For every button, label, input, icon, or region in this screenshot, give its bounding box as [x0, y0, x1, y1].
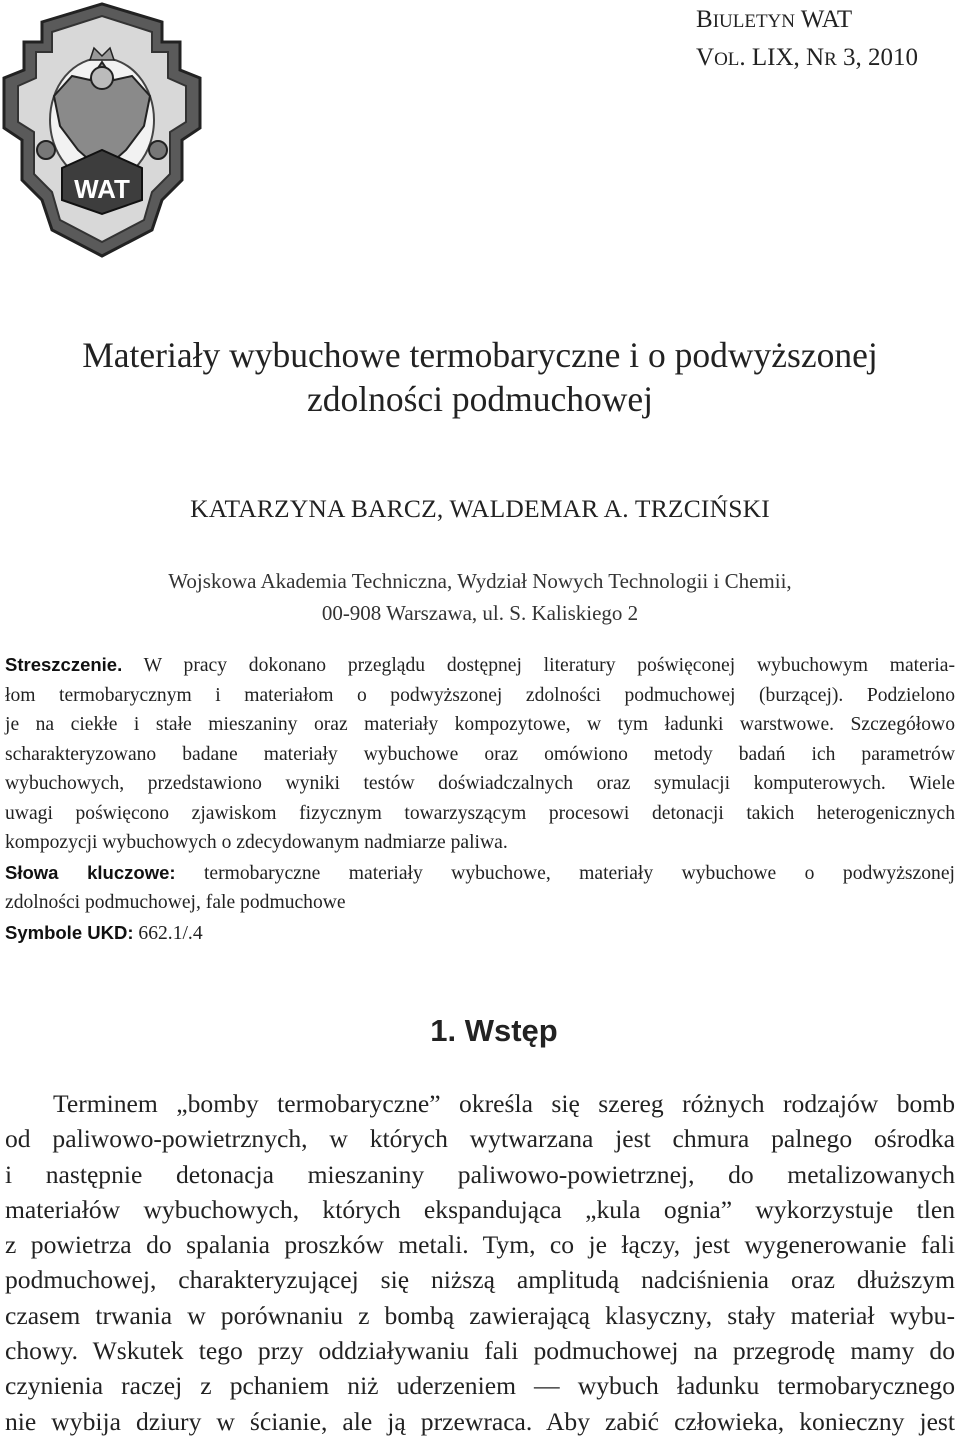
title-line-1: Materiały wybuchowe termobaryczne i o podwyższonej [82, 335, 878, 375]
affiliation-line-1: Wojskowa Akademia Techniczna, Wydział Nowych Technologii i Chemii, [168, 569, 792, 593]
title-line-2: zdolności podmuchowej [306, 379, 654, 419]
keywords-text: termobaryczne materiały wybuchowe, materiały wybuchowe o podwyższonej [203, 862, 955, 884]
body-line: z powietrza do spalania proszków metali. Tym, co je łączy, jest wygenerowanie fali [5, 1230, 955, 1260]
udc-value: 662.1/.4 [138, 922, 203, 944]
abstract-line: scharakteryzowano badane materiały wybuchowe oraz omówiono metody badań ich parametrów [5, 743, 955, 765]
keywords-line [5, 858, 955, 889]
abstract-text: W pracy dokonano przeglądu dostępnej literatury poświęconej wybuchowym materia- [143, 655, 955, 676]
udc-label: Symbole UKD: [5, 921, 134, 943]
body-line: podmuchowej, charakteryzującej się niższą amplitudą nadciśnienia oraz dłuższym [5, 1265, 955, 1295]
body-line: i następnie detonacja mieszaniny paliwowo-powietrznej, do metalizowanych [5, 1159, 955, 1189]
affiliation-line-2: 00-908 Warszawa, ul. S. Kaliskiego 2 [321, 601, 639, 625]
body-line: od paliwowo-powietrznych, w których wytwarzana jest chmura palnego ośrodka [5, 1124, 955, 1154]
affiliation [0, 565, 960, 629]
journal-name: BIULETYN WAT [696, 6, 853, 33]
keywords-label: Słowa kluczowe: [5, 861, 176, 883]
keywords-line-2: zdolności podmuchowej, fale podmuchowe [5, 892, 346, 913]
abstract-line: je na ciekłe i stałe mieszaniny oraz materiały kompozytowe, w tym ładunki warstwowe. Szczegółowo [5, 714, 955, 735]
body-text [5, 1086, 955, 1439]
abstract [5, 650, 955, 948]
wat-emblem-logo [2, 0, 202, 258]
journal-header [696, 2, 918, 78]
body-line: czasem trwania w porównaniu z bombą zawierającą klasyczny, stały materiał wybu- [5, 1300, 955, 1330]
abstract-line: kompozycji wybuchowych o zdecydowanym nadmiarze paliwa. [5, 832, 508, 853]
udc-line [5, 918, 955, 949]
body-line: Terminem „bomby termobaryczne” określa się szereg różnych rodzajów bomb [53, 1089, 955, 1118]
paper-title [0, 333, 960, 421]
abstract-line: uwagi poświęcono zjawiskom fizycznym towarzyszącym procesowi detonacji takich heterogenicznych [5, 802, 955, 824]
section-title: 1. Wstęp [430, 1013, 558, 1048]
section-heading [0, 1010, 960, 1052]
abstract-line: wybuchowych, przedstawiono wyniki testów doświadczalnych oraz symulacji komputerowych. Wiele [5, 773, 955, 794]
body-line: chowy. Wskutek tego przy oddziaływaniu fali podmuchowej na przegrodę mamy do [5, 1336, 955, 1366]
abstract-line: łom termobarycznym i materiałom o podwyższonej zdolności podmuchowej (burzącej). Podzielono [5, 684, 955, 706]
abstract-label: Streszczenie. [5, 654, 123, 675]
abstract-line [5, 650, 955, 681]
logo-text: WAT [74, 174, 130, 204]
authors: KATARZYNA BARCZ, WALDEMAR A. TRZCIŃSKI [190, 494, 770, 523]
body-line: nie wybija dziury w ścianie, ale ją przewraca. Aby zabić człowieka, konieczny jest [5, 1406, 955, 1436]
body-line: materiałów wybuchowych, których ekspandująca „kula ognia” wykorzystuje tlen [5, 1194, 955, 1224]
body-line: czynienia raczej z pchaniem niż uderzeniem — wybuch ładunku termobarycznego [5, 1371, 955, 1401]
journal-volume: VOL. LIX, NR 3, 2010 [696, 44, 919, 71]
